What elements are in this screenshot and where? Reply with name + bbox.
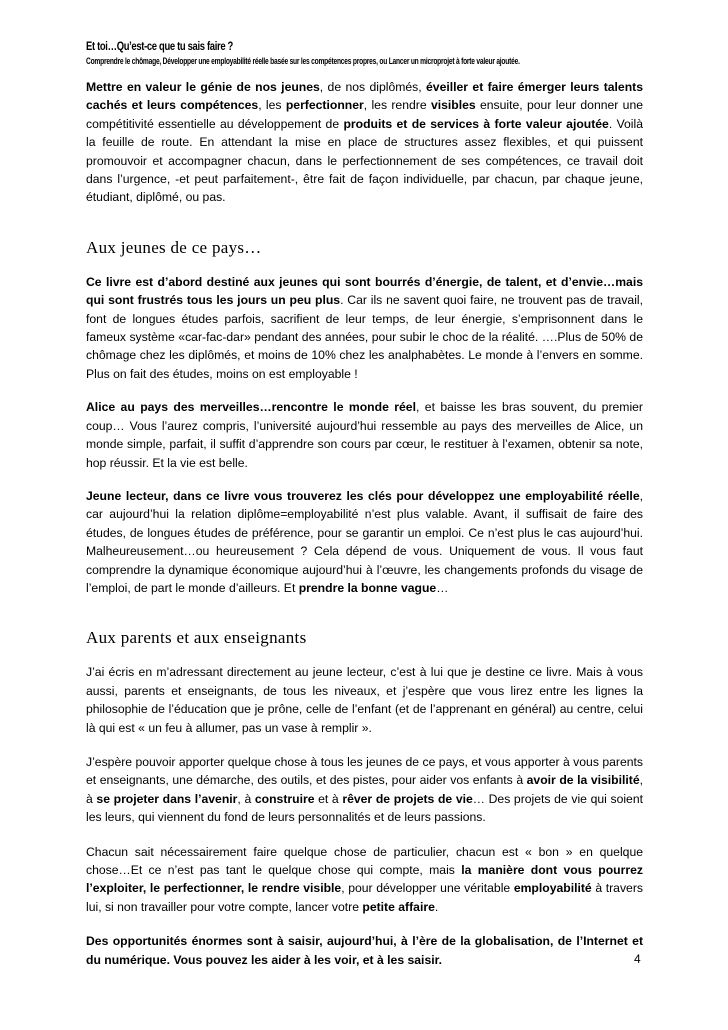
paragraph-parents-1: J’ai écris en m’adressant directement au jeune lecteur, c’est à lui que je destine ce livre. Mais à vous aussi, parents et enseignants, de tous les niveaux, et j’espère que vous lirez entre les lignes la philosophie de l’éducation que je prône, celle de l’enfant (et de l’apprenant en général) au centre, celui là qui est « un feu à allumer, pas un vase à remplir ». <box>86 665 643 735</box>
paragraph-parents-4: Des opportunités énormes sont à saisir, aujourd’hui, à l’ère de la globalisation, de l’Internet et du numérique. Vous pouvez les aider à les voir, et à les saisir. <box>86 934 643 967</box>
page-number: 4 <box>634 952 641 966</box>
paragraph-jeunes-3: Jeune lecteur, dans ce livre vous trouverez les clés pour développez une employabilité réelle, car aujourd’hui la relation diplôme=employabilité n’est plus valable. Avant, il suffisait de faire des études, de longues études de préférence, pour se garantir un emploi. Ce n’est plus le cas aujourd’hui. Malheureusement…ou heureusement ? Cela dépend de vous. Uniquement de vous. Il vous faut comprendre la dynamique économique aujourd’hui à l’œuvre, les changements profonds du visage de l’emploi, de part le monde d’ailleurs. Et prendre la bonne vague… <box>86 488 643 595</box>
running-header-title: Et toi…Qu’est-ce que tu sais faire ? <box>86 41 233 53</box>
paragraph-jeunes-2: Alice au pays des merveilles…rencontre le monde réel, et baisse les bras souvent, du premier coup… Vous l’aurez compris, l’université aujourd’hui ressemble au pays des merveilles de Alice, un monde simple, parfait, il suffit d’apprendre son cours par cœur, le restituer à l’examen, obtenir sa note, hop réussir. Et la vie est belle. <box>86 400 643 470</box>
paragraph-parents-2: J’espère pouvoir apporter quelque chose à tous les jeunes de ce pays, et vous apporter à vous parents et enseignants, une démarche, des outils, et des pistes, pour aider vos enfants à avoir de la visibilité, à se projeter dans l’avenir, à construire et à rêver de projets de vie… Des projets de vie qui soient les leurs, qui viennent du fond de leurs personnalités et de leurs passions. <box>86 754 643 825</box>
intro-paragraph: Mettre en valeur le génie de nos jeunes, de nos diplômés, éveiller et faire émerger leurs talents cachés et leurs compétences, les perfectionner, les rendre visibles ensuite, pour leur donner une compétitivité essentielle au développement de produits et de services à forte valeur ajoutée. Voilà la feuille de route. En attendant la mise en place de structures assez flexibles, et qui puissent promouvoir et accompagner chacun, dans le perfectionnement de ses compétences, ce travail doit dans l’urgence, -et peut parfaitement-, être fait de façon individuelle, par chacun, par chaque jeune, étudiant, diplômé, ou pas. <box>86 80 644 205</box>
paragraph-parents-3: Chacun sait nécessairement faire quelque chose de particulier, chacun est « bon » en quelque chose…Et ce n’est pas tant le quelque chose qui compte, mais la manière dont vous pourrez l’exploiter, le perfectionner, le rendre visible, pour développer une véritable employabilité à travers lui, si non travailler pour votre compte, lancer votre petite affaire. <box>86 844 643 914</box>
document-page <box>86 40 643 969</box>
section-heading-jeunes: Aux jeunes de ce pays… <box>86 237 262 257</box>
running-header-subtitle: Comprendre le chômage, Développer une employabilité réelle basée sur les compétences propres, ou Lancer un microprojet à forte valeur ajoutée. <box>86 56 520 66</box>
paragraph-jeunes-1: Ce livre est d’abord destiné aux jeunes qui sont bourrés d’énergie, de talent, et d’envie…mais qui sont frustrés tous les jours un peu plus. Car ils ne savent quoi faire, ne trouvent pas de travail, font de longues études parfois, sacrifient de leur temps, de leur énergie, s’emprisonnent dans le fameux système «car-fac-dar» pendant des années, pour subir le choc de la réalité. ….Plus de 50% de chômage chez les diplômés, et moins de 10% chez les analphabètes. Le monde à l’envers en somme. Plus on fait des études, moins on est employable ! <box>86 274 644 381</box>
section-heading-parents: Aux parents et aux enseignants <box>86 628 307 648</box>
